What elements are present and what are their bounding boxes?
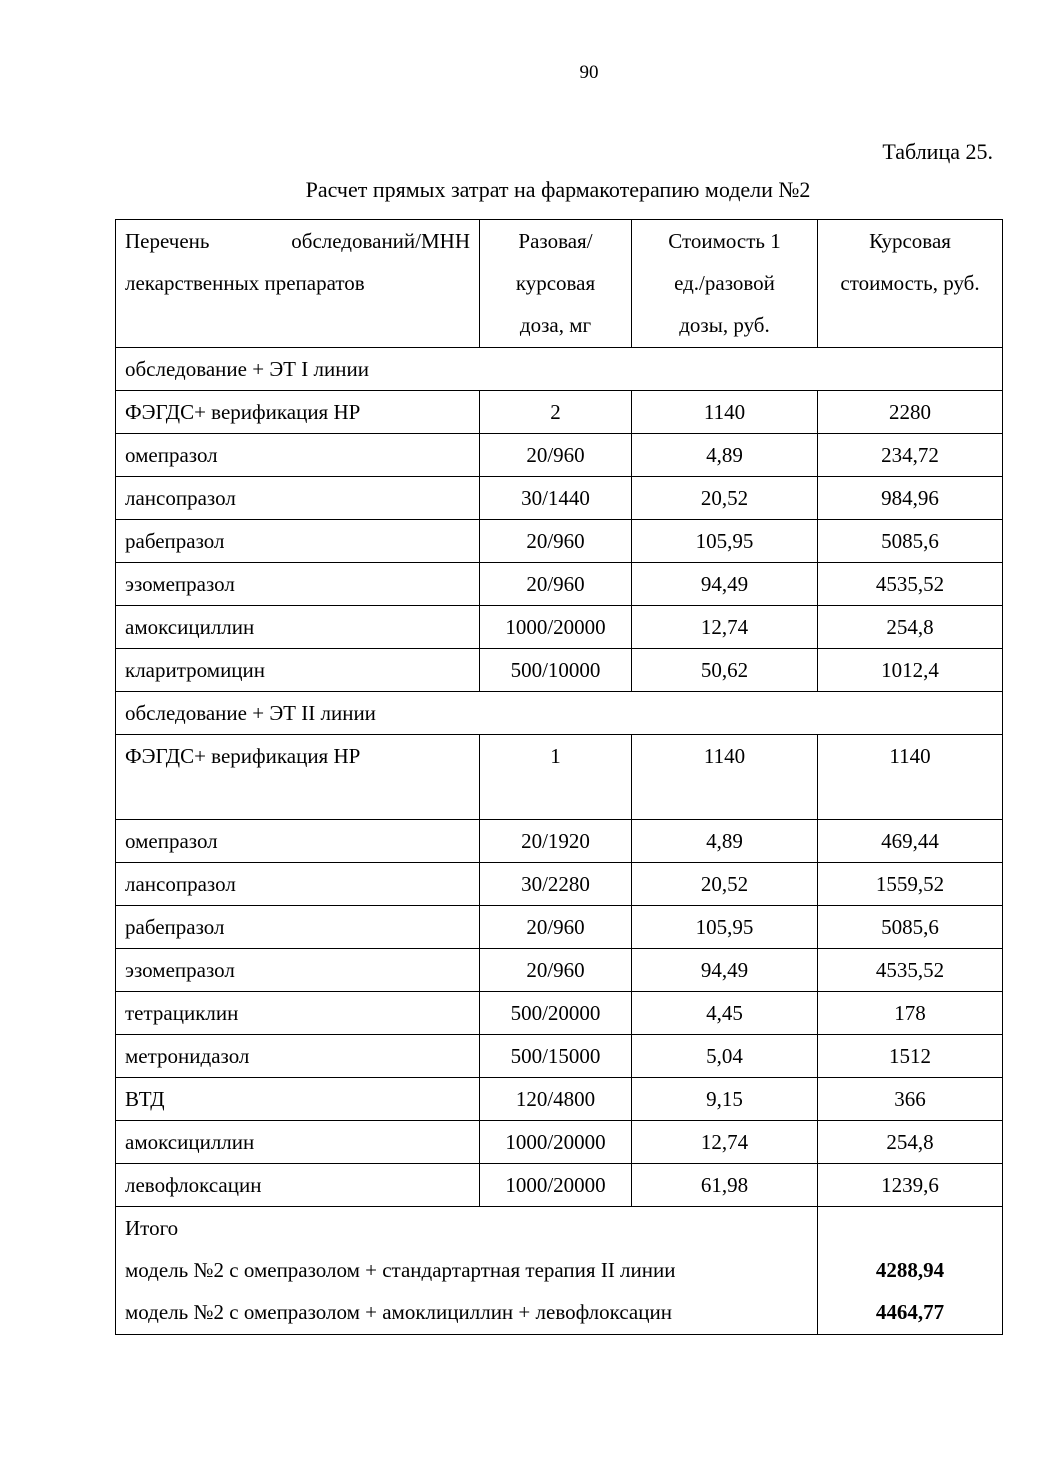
course-cost: 1559,52 bbox=[818, 863, 1003, 906]
total-values bbox=[818, 1207, 1003, 1335]
drug-name: эзомепразол bbox=[116, 563, 480, 606]
unit-cost: 105,95 bbox=[632, 520, 818, 563]
header-col3-line3: дозы, руб. bbox=[679, 313, 770, 337]
unit-cost: 12,74 bbox=[632, 1121, 818, 1164]
header-col4-line2: стоимость, руб. bbox=[840, 271, 980, 295]
header-col2-line3: доза, мг bbox=[519, 313, 592, 337]
total-row bbox=[116, 1207, 1003, 1335]
dose: 1 bbox=[480, 735, 632, 820]
course-cost: 234,72 bbox=[818, 434, 1003, 477]
course-cost: 5085,6 bbox=[818, 520, 1003, 563]
total-line-2: модель №2 с омепразолом + амоклициллин + левофлоксацин bbox=[125, 1300, 672, 1324]
drug-name: ФЭГДС+ верификация НР bbox=[116, 735, 480, 820]
drug-name: омепразол bbox=[116, 434, 480, 477]
course-cost: 1512 bbox=[818, 1035, 1003, 1078]
drug-name: амоксициллин bbox=[116, 1121, 480, 1164]
unit-cost: 105,95 bbox=[632, 906, 818, 949]
drug-name: кларитромицин bbox=[116, 649, 480, 692]
section-row bbox=[116, 348, 1003, 391]
table-row bbox=[116, 477, 1003, 520]
course-cost: 2280 bbox=[818, 391, 1003, 434]
course-cost: 1239,6 bbox=[818, 1164, 1003, 1207]
unit-cost: 1140 bbox=[632, 735, 818, 820]
unit-cost: 4,89 bbox=[632, 820, 818, 863]
header-col1-line2: лекарственных препаратов bbox=[125, 271, 365, 295]
drug-name: метронидазол bbox=[116, 1035, 480, 1078]
unit-cost: 4,45 bbox=[632, 992, 818, 1035]
header-col-unit-cost bbox=[632, 220, 818, 348]
course-cost: 254,8 bbox=[818, 1121, 1003, 1164]
header-col1-word1: Перечень bbox=[125, 229, 210, 253]
table-row bbox=[116, 563, 1003, 606]
drug-name: омепразол bbox=[116, 820, 480, 863]
header-col3-line2: ед./разовой bbox=[674, 271, 775, 295]
table-row bbox=[116, 391, 1003, 434]
unit-cost: 4,89 bbox=[632, 434, 818, 477]
drug-name: рабепразол bbox=[116, 520, 480, 563]
drug-name: ФЭГДС+ верификация НР bbox=[116, 391, 480, 434]
table-header-row bbox=[116, 220, 1003, 348]
header-col4-line1: Курсовая bbox=[869, 229, 951, 253]
drug-name: лансопразол bbox=[116, 477, 480, 520]
table-row bbox=[116, 906, 1003, 949]
dose: 20/960 bbox=[480, 434, 632, 477]
table-row bbox=[116, 949, 1003, 992]
table-row bbox=[116, 606, 1003, 649]
unit-cost: 94,49 bbox=[632, 949, 818, 992]
dose: 2 bbox=[480, 391, 632, 434]
table-row bbox=[116, 992, 1003, 1035]
dose: 30/2280 bbox=[480, 863, 632, 906]
course-cost: 5085,6 bbox=[818, 906, 1003, 949]
course-cost: 984,96 bbox=[818, 477, 1003, 520]
unit-cost: 61,98 bbox=[632, 1164, 818, 1207]
header-col2-line1: Разовая/ bbox=[518, 229, 593, 253]
page-number: 90 bbox=[579, 62, 599, 83]
table-caption: Таблица 25. bbox=[882, 139, 993, 164]
cost-table bbox=[115, 219, 1003, 1335]
header-col1-word2: обследований/МНН bbox=[291, 229, 470, 253]
unit-cost: 20,52 bbox=[632, 477, 818, 520]
course-cost: 4535,52 bbox=[818, 949, 1003, 992]
table-row bbox=[116, 1035, 1003, 1078]
dose: 1000/20000 bbox=[480, 1121, 632, 1164]
unit-cost: 1140 bbox=[632, 391, 818, 434]
header-col-list bbox=[116, 220, 480, 348]
total-label: Итого bbox=[125, 1216, 179, 1240]
table-row bbox=[116, 735, 1003, 820]
drug-name: тетрациклин bbox=[116, 992, 480, 1035]
dose: 20/960 bbox=[480, 906, 632, 949]
course-cost: 1012,4 bbox=[818, 649, 1003, 692]
dose: 1000/20000 bbox=[480, 606, 632, 649]
section-row bbox=[116, 692, 1003, 735]
dose: 20/960 bbox=[480, 563, 632, 606]
table-row bbox=[116, 1121, 1003, 1164]
drug-name: ВТД bbox=[116, 1078, 480, 1121]
table-title: Расчет прямых затрат на фармакотерапию модели №2 bbox=[305, 177, 811, 202]
table-row bbox=[116, 434, 1003, 477]
dose: 500/15000 bbox=[480, 1035, 632, 1078]
table-row bbox=[116, 863, 1003, 906]
dose: 120/4800 bbox=[480, 1078, 632, 1121]
drug-name: амоксициллин bbox=[116, 606, 480, 649]
dose: 30/1440 bbox=[480, 477, 632, 520]
unit-cost: 20,52 bbox=[632, 863, 818, 906]
table-row bbox=[116, 649, 1003, 692]
table-row bbox=[116, 820, 1003, 863]
unit-cost: 94,49 bbox=[632, 563, 818, 606]
course-cost: 1140 bbox=[818, 735, 1003, 820]
drug-name: лансопразол bbox=[116, 863, 480, 906]
table-row bbox=[116, 1164, 1003, 1207]
header-col3-line1: Стоимость 1 bbox=[668, 229, 781, 253]
total-labels bbox=[116, 1207, 818, 1335]
dose: 20/1920 bbox=[480, 820, 632, 863]
unit-cost: 5,04 bbox=[632, 1035, 818, 1078]
header-col2-line2: курсовая bbox=[515, 271, 596, 295]
drug-name: левофлоксацин bbox=[116, 1164, 480, 1207]
course-cost: 469,44 bbox=[818, 820, 1003, 863]
course-cost: 254,8 bbox=[818, 606, 1003, 649]
course-cost: 366 bbox=[818, 1078, 1003, 1121]
unit-cost: 12,74 bbox=[632, 606, 818, 649]
table-row bbox=[116, 1078, 1003, 1121]
section-title: обследование + ЭТ I линии bbox=[116, 348, 1003, 391]
total-value-2: 4464,77 bbox=[875, 1300, 945, 1324]
section-title: обследование + ЭТ II линии bbox=[116, 692, 1003, 735]
header-col-course-cost bbox=[818, 220, 1003, 348]
dose: 500/10000 bbox=[480, 649, 632, 692]
dose: 1000/20000 bbox=[480, 1164, 632, 1207]
total-line-1: модель №2 с омепразолом + стандартартная терапия II линии bbox=[125, 1258, 676, 1282]
drug-name: эзомепразол bbox=[116, 949, 480, 992]
total-value-1: 4288,94 bbox=[875, 1258, 945, 1282]
course-cost: 4535,52 bbox=[818, 563, 1003, 606]
unit-cost: 50,62 bbox=[632, 649, 818, 692]
course-cost: 178 bbox=[818, 992, 1003, 1035]
table-row bbox=[116, 520, 1003, 563]
dose: 500/20000 bbox=[480, 992, 632, 1035]
dose: 20/960 bbox=[480, 949, 632, 992]
unit-cost: 9,15 bbox=[632, 1078, 818, 1121]
header-col-dose bbox=[480, 220, 632, 348]
drug-name: рабепразол bbox=[116, 906, 480, 949]
dose: 20/960 bbox=[480, 520, 632, 563]
